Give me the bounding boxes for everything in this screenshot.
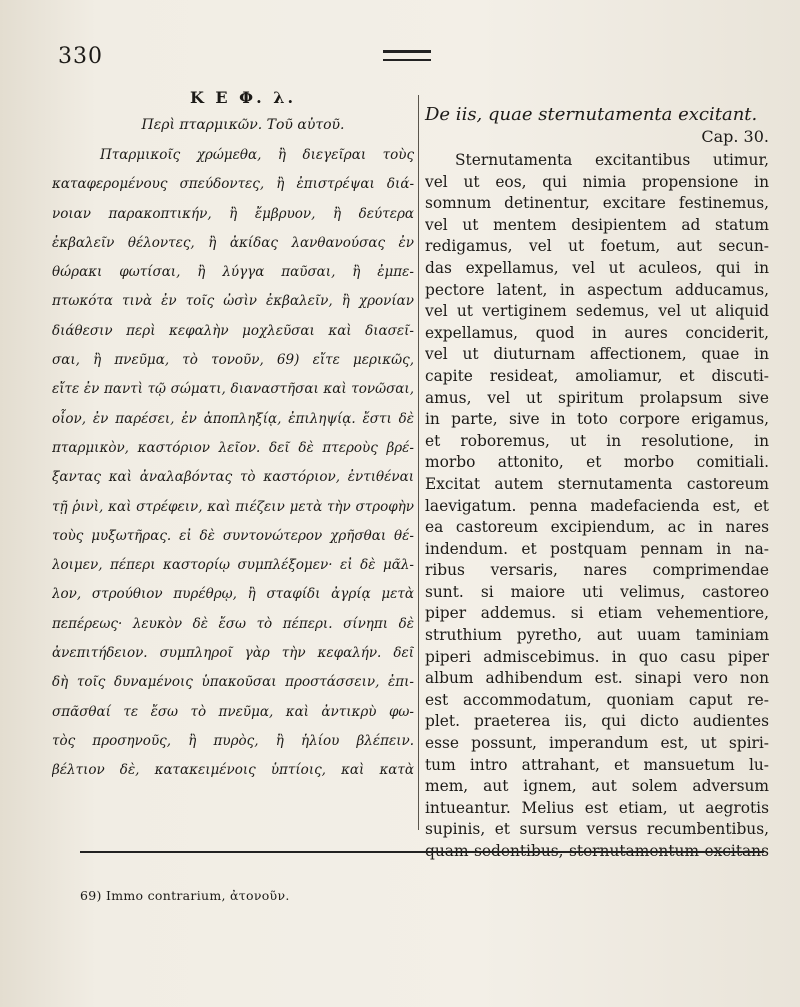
text-line: pectore latent, in aspectum adducamus, [425,280,769,299]
text-line: amus, vel ut spiritum prolapsum sive [425,388,769,407]
text-line: et roboremus, ut in resolutione, in [425,431,769,450]
text-line: νοιαν παρακοπτικήν, ἢ ἔμβρυον, ἢ δεύτερα [52,205,414,222]
latin-text [425,150,769,863]
text-line: in parte, sive in toto corpore erigamus, [425,410,769,429]
text-line: vel ut mentem desipientem ad statum [425,215,769,234]
text-line: vel ut diuturnam affectionem, quae in [425,345,769,364]
text-line: plet. praeterea iis, qui dicto audientes [425,712,769,731]
text-line: supinis, et sursum versus recumbentibus, [425,820,769,839]
greek-text [52,141,414,786]
text-line: ξαντας καὶ ἀναλαβόντας τὸ καστόριον, ἐντιθέναι [52,469,414,486]
text-line: οἷον, ἐν παρέσει, ἐν ἀποπληξίᾳ, ἐπιληψίᾳ. ἔστι δὲ [52,410,414,427]
column-divider [418,95,419,830]
text-line: sunt. si maiore uti velimus, castoreo [425,582,769,601]
text-line: Sternutamenta excitantibus utimur, [455,151,769,169]
text-line: capite resideat, amoliamur, et discuti- [425,366,769,385]
text-line: πεπέρεως· λευκὸν δὲ ἔσω τὸ πέπερι. σίνηπι δὲ [52,615,414,632]
text-line: vel ut vertiginem sedemus, vel ut aliquid [425,302,769,321]
text-line: βέλτιον δὲ, κατακειμένοις ὑπτίοις, καὶ κατὰ [52,762,414,779]
latin-column [425,104,769,863]
header-double-rule [383,50,431,61]
text-line: morbo attonito, et morbo comitiali. [425,453,769,472]
text-line: Πταρμικοῖς χρώμεθα, ἢ διεγεῖραι τοὺς [100,147,414,163]
text-line: ea castoreum excipiendum, ac in nares [425,518,769,537]
text-line: θώρακι φωτίσαι, ἢ λύγγα παῦσαι, ἢ ἐμπε- [52,264,414,281]
text-line: mem, aut ignem, aut solem adversum [425,777,769,796]
text-line: πτωκότα τινὰ ἐν τοῖς ὠσὶν ἐκβαλεῖν, ἢ χρονίαν [52,293,414,310]
text-line: τῇ ῥινὶ, καὶ στρέφειν, καὶ πιέζειν μετὰ τὴν στροφὴν [52,498,414,515]
footnote: 69) Immo contrarium, ἀτονοῦν. [80,888,290,903]
text-line: quam sedentibus, sternutamentum excitans [425,842,769,860]
text-line: τοὺς μυξωτῆρας. εἰ δὲ συντονώτερον χρῆσθαι θέ- [52,527,414,544]
text-line: διάθεσιν περὶ κεφαλὴν μοχλεῦσαι καὶ διασεῖ- [52,322,414,339]
text-line: πταρμικὸν, καστόριον λεῖον. δεῖ δὲ πτεροὺς βρέ- [52,439,414,456]
text-line: ἐκβαλεῖν θέλοντες, ἢ ἀκίδας λανθανούσας ἐν [52,234,414,251]
text-line: struthium pyretho, aut uuam taminiam [425,626,769,645]
text-line: σαι, ἢ πνεῦμα, τὸ τονοῦν, 69) εἴτε μερικῶς, [52,352,414,369]
text-line: indendum. et postquam pennam in na- [425,539,769,558]
text-line: εἴτε ἐν παντὶ τῷ σώματι, διαναστῆσαι καὶ τονῶσαι, [52,381,414,398]
greek-chapter-subtitle: Περὶ πταρμικῶν. Τοῦ αὐτοῦ. [141,117,345,133]
text-line: intueantur. Melius est etiam, ut aegrotis [425,798,769,817]
text-line: δὴ τοῖς δυναμένοις ὑπακοῦσαι προστάσσειν, ἐπι- [52,674,414,691]
text-line: τὸς προσηνοῦς, ἢ πυρὸς, ἢ ἡλίου βλέπειν. [52,732,414,749]
text-line: tum intro attrahant, et mansuetum lu- [425,755,769,774]
text-line: σπᾶσθαί τε ἔσω τὸ πνεῦμα, καὶ ἀντικρὺ φω- [52,703,414,720]
text-line: est accommodatum, quoniam caput re- [425,690,769,709]
text-line: ἀνεπιτήδειον. συμπληροῖ γὰρ τὴν κεφαλήν. δεῖ [52,645,414,662]
text-line: somnum detinentur, excitare festinemus, [425,194,769,213]
text-line: esse possunt, imperandum est, ut spiri- [425,734,769,753]
text-line: ribus versaris, nares comprimendae [425,561,769,580]
text-line: redigamus, vel ut foetum, aut secun- [425,237,769,256]
text-line: λον, στρούθιον πυρέθρῳ, ἢ σταφίδι ἀγρίᾳ μετὰ [52,586,414,603]
footnote-rule [80,851,764,853]
greek-column [52,88,414,786]
text-line: Excitat autem sternutamenta castoreum [425,474,769,493]
text-line: expellamus, quod in aures conciderit, [425,323,769,342]
greek-chapter-heading: Κ Ε Φ. λ. [189,88,297,107]
text-line: piper addemus. si etiam vehementiore, [425,604,769,623]
text-line: piperi admiscebimus. in quo casu piper [425,647,769,666]
text-line: λοιμεν, πέπερι καστορίῳ συμπλέξομεν· εἰ δὲ μᾶλ- [52,557,414,574]
text-line: album adhibendum est. sinapi vero non [425,669,769,688]
text-line: das expellamus, vel ut aculeos, qui in [425,258,769,277]
page-number: 330 [58,44,103,69]
text-line: laevigatum. penna madefacienda est, et [425,496,769,515]
text-line: καταφερομένους σπεύδοντες, ἢ ἐπιστρέψαι διά- [52,176,414,193]
latin-chapter-number: Cap. 30. [701,127,769,146]
latin-chapter-title: De iis, quae sternutamenta excitant. [425,104,758,125]
text-line: vel ut eos, qui nimia propensione in [425,172,769,191]
